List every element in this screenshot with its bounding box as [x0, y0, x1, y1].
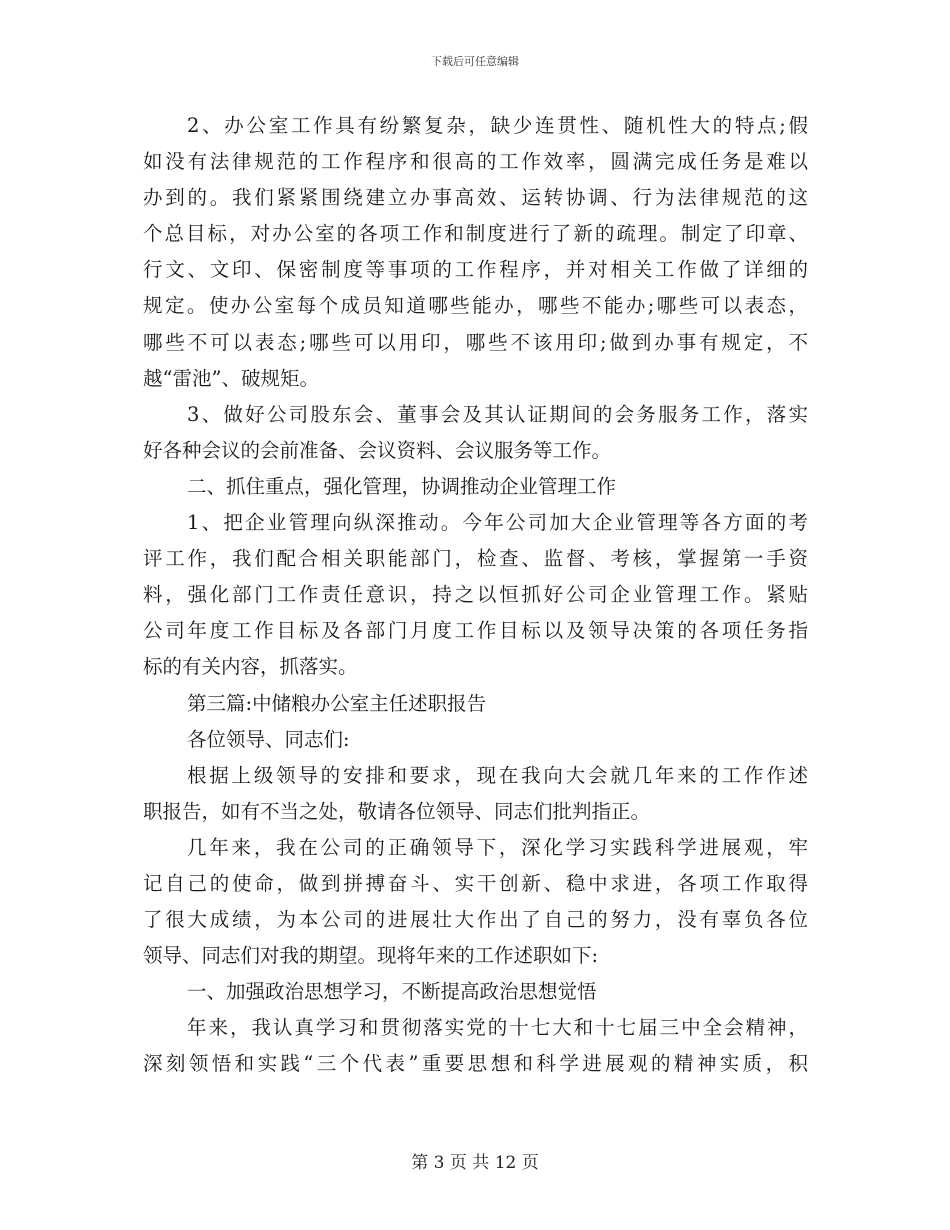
- document-body: [143, 108, 808, 1083]
- text-line: 标的有关内容，抓落实。: [143, 655, 358, 679]
- text-line: 领导、同志们对我的期望。现将年来的工作述职如下:: [143, 944, 599, 968]
- text-line: 记自己的使命，做到拼搏奋斗、实干创新、稳中求进，各项工作取得: [143, 871, 808, 895]
- text-line: 好各种会议的会前准备、会议资料、会议服务等工作。: [143, 438, 612, 462]
- page-footer: 第 3 页 共 12 页: [411, 1153, 539, 1173]
- text-line: 年来，我认真学习和贯彻落实党的十七大和十七届三中全会精神，: [187, 1016, 808, 1040]
- text-line: 越“雷池”、破规矩。: [143, 366, 319, 390]
- text-line: 评工作，我们配合相关职能部门，检查、监督、考核，掌握第一手资: [143, 547, 808, 571]
- text-line: 2、办公室工作具有纷繁复杂，缺少连贯性、随机性大的特点;假: [187, 114, 808, 137]
- text-line: 个总目标，对办公室的各项工作和制度进行了新的疏理。制定了印章、: [143, 222, 808, 246]
- text-line: 二、抓住重点，强化管理，协调推动企业管理工作: [187, 474, 617, 498]
- text-line: 第三篇:中储粮办公室主任述职报告: [187, 691, 487, 715]
- text-line: 深刻领悟和实践“三个代表”重要思想和科学进展观的精神实质，积: [143, 1052, 808, 1076]
- text-line: 了很大成绩，为本公司的进展壮大作出了自己的努力，没有辜负各位: [143, 908, 808, 932]
- text-line: 各位领导、同志们:: [187, 727, 350, 751]
- text-line: 如没有法律规范的工作程序和很高的工作效率，圆满完成任务是难以: [143, 150, 808, 174]
- text-line: 职报告，如有不当之处，敬请各位领导、同志们批判指正。: [143, 799, 651, 823]
- text-line: 办到的。我们紧紧围绕建立办事高效、运转协调、行为法律规范的这: [143, 186, 808, 210]
- text-line: 行文、文印、保密制度等事项的工作程序，并对相关工作做了详细的: [143, 258, 808, 282]
- page-header: 下载后可任意编辑: [431, 55, 519, 68]
- text-line: 一、加强政治思想学习，不断提高政治思想觉悟: [187, 980, 597, 1004]
- text-line: 料，强化部门工作责任意识，持之以恒抓好公司企业管理工作。紧贴: [143, 583, 808, 607]
- text-line: 1、把企业管理向纵深推动。今年公司加大企业管理等各方面的考: [187, 511, 808, 535]
- text-line: 哪些不可以表态;哪些可以用印，哪些不该用印;做到办事有规定，不: [143, 330, 808, 354]
- text-line: 3、做好公司股东会、董事会及其认证期间的会务服务工作，落实: [187, 402, 808, 426]
- text-line: 根据上级领导的安排和要求，现在我向大会就几年来的工作作述: [187, 763, 808, 787]
- text-line: 公司年度工作目标及各部门月度工作目标以及领导决策的各项任务指: [143, 619, 808, 643]
- text-line: 几年来，我在公司的正确领导下，深化学习实践科学进展观，牢: [187, 835, 808, 859]
- text-line: 规定。使办公室每个成员知道哪些能办，哪些不能办;哪些可以表态，: [143, 294, 808, 318]
